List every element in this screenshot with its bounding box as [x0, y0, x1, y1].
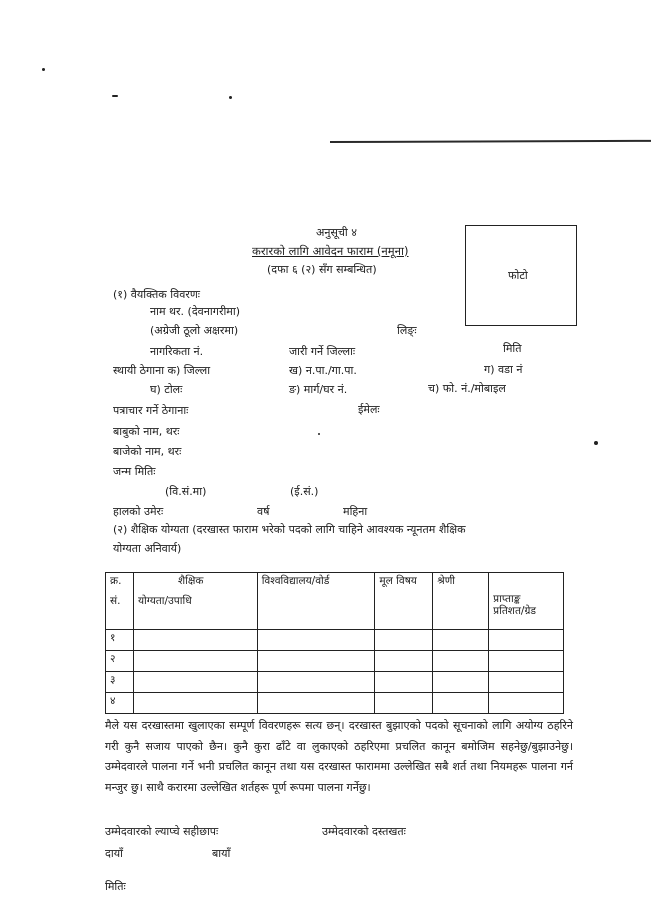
phone-label: च) फो. नं./मोबाइल — [428, 382, 506, 395]
cell-university[interactable] — [257, 693, 375, 714]
education-heading-cont: योग्यता अनिवार्य) — [113, 542, 182, 555]
dob-label: जन्म मितिः — [113, 465, 156, 478]
cell-qualification[interactable] — [133, 651, 257, 672]
tole-label: घ) टोलः — [150, 383, 183, 396]
declaration-text: मैले यस दरखास्तमा खुलाएका सम्पूर्ण विवरणहरू सत्य छन्। दरखास्त बुझाएको पदको सूचनाको लागि अयोग्य ठहरिने गरी कुनै सजाय पाएको छैन। कुनै कुरा ढाँटे वा लुकाएको ठहरिएमा प्रचलित कानून बमोजिम सहनेछु/बुझाउनेछु। उम्मेदवारले पालना गर्ने भनी प्रचलित कानून तथा यस दरखास्त फाराममा उल्लेखित सबै शर्त तथा नियमहरू पालना गर्न मन्जुर छु। साथै करारमा उल्लेखित शर्तहरू पूर्ण रूपमा पालना गर्नेछु। — [105, 719, 573, 794]
citizenship-date-label: मिति — [503, 342, 522, 355]
cell-division[interactable] — [433, 693, 489, 714]
scan-speck — [594, 441, 598, 445]
col-division: श्रेणी — [433, 573, 489, 630]
table-row — [106, 672, 564, 693]
ward-label: ग) वडा नं — [484, 363, 523, 376]
table-row — [106, 693, 564, 714]
photo-box[interactable] — [465, 225, 577, 326]
dob-bs-label: (वि.सं.मा) — [165, 485, 207, 498]
photo-label: फोटो — [508, 269, 528, 282]
road-house-label: ङ) मार्ग/घर नं. — [289, 383, 348, 396]
col-university: विश्वविद्यालय/वोर्ड — [257, 573, 375, 630]
months-label: महिना — [343, 505, 368, 518]
father-name-label: बाबुको नाम, थरः — [113, 425, 180, 438]
left-thumb-label: बायाँ — [212, 847, 231, 860]
form-subtitle: (दफा ६ (२) सँग सम्बन्धित) — [267, 263, 377, 276]
years-label: वर्ष — [257, 505, 270, 518]
municipality-label: ख) न.पा./गा.पा. — [289, 364, 357, 377]
scan-rule-line — [330, 140, 651, 143]
cell-university[interactable] — [257, 672, 375, 693]
name-devanagari-label: नाम थर. (देवनागरीमा) — [150, 305, 241, 318]
personal-heading: (१) वैयक्तिक विवरणः — [113, 288, 201, 301]
col-qualification: शैक्षिक योग्यता/उपाधि — [133, 573, 257, 630]
grandfather-name-label: बाजेको नाम, थरः — [113, 445, 182, 458]
candidate-signature-label: उम्मेदवारको दस्तखतः — [322, 825, 406, 838]
row-serial: ३ — [106, 672, 134, 693]
scan-speck — [318, 433, 320, 435]
dob-ad-label: (ई.सं.) — [290, 485, 319, 498]
col-serial: क्र. सं. — [106, 573, 134, 630]
cell-university[interactable] — [257, 651, 375, 672]
col-main-subject: मूल विषय — [375, 573, 433, 630]
cell-percentage[interactable] — [489, 651, 564, 672]
education-heading: (२) शैक्षिक योग्यता (दरखास्त फाराम भरेको पदको लागि चाहिने आवश्यक न्यूनतम शैक्षिक — [113, 523, 466, 536]
right-thumb-label: दायाँ — [105, 847, 123, 860]
row-serial: २ — [106, 651, 134, 672]
cell-subject[interactable] — [375, 693, 433, 714]
issuing-district-label: जारी गर्ने जिल्लाः — [289, 345, 356, 358]
cell-subject[interactable] — [375, 651, 433, 672]
table-header-row — [106, 573, 564, 630]
cell-percentage[interactable] — [489, 672, 564, 693]
form-title: करारको लागि आवेदन फाराम (नमूना) — [252, 244, 409, 258]
cell-qualification[interactable] — [133, 630, 257, 651]
row-serial: ४ — [106, 693, 134, 714]
cell-subject[interactable] — [375, 672, 433, 693]
schedule-label: अनुसूची ४ — [316, 226, 357, 239]
cell-percentage[interactable] — [489, 693, 564, 714]
scan-speck — [112, 95, 118, 97]
signature-date-label: मितिः — [105, 880, 126, 893]
email-label: ईमेलः — [358, 403, 380, 416]
scan-speck — [229, 96, 232, 99]
current-age-label: हालको उमेरः — [113, 505, 164, 518]
education-table — [105, 572, 564, 714]
thumbprint-label: उम्मेदवारको ल्याप्चे सहीछापः — [105, 825, 219, 838]
row-serial: १ — [106, 630, 134, 651]
permanent-address-label: स्थायी ठेगाना क) जिल्ला — [113, 364, 211, 377]
scan-speck — [42, 68, 45, 71]
cell-qualification[interactable] — [133, 693, 257, 714]
cell-division[interactable] — [433, 672, 489, 693]
cell-subject[interactable] — [375, 630, 433, 651]
col-percentage: प्राप्ताङ्क प्रतिशत/ग्रेड — [489, 573, 564, 630]
table-row — [106, 630, 564, 651]
cell-university[interactable] — [257, 630, 375, 651]
cell-qualification[interactable] — [133, 672, 257, 693]
table-row — [106, 651, 564, 672]
cell-division[interactable] — [433, 651, 489, 672]
cell-percentage[interactable] — [489, 630, 564, 651]
citizenship-label: नागरिकता नं. — [150, 345, 204, 358]
cell-division[interactable] — [433, 630, 489, 651]
gender-label: लिङ्ः — [397, 324, 417, 337]
mailing-address-label: पत्राचार गर्ने ठेगानाः — [113, 404, 189, 417]
name-english-label: (अग्रेजी ठूलो अक्षरमा) — [150, 324, 239, 337]
